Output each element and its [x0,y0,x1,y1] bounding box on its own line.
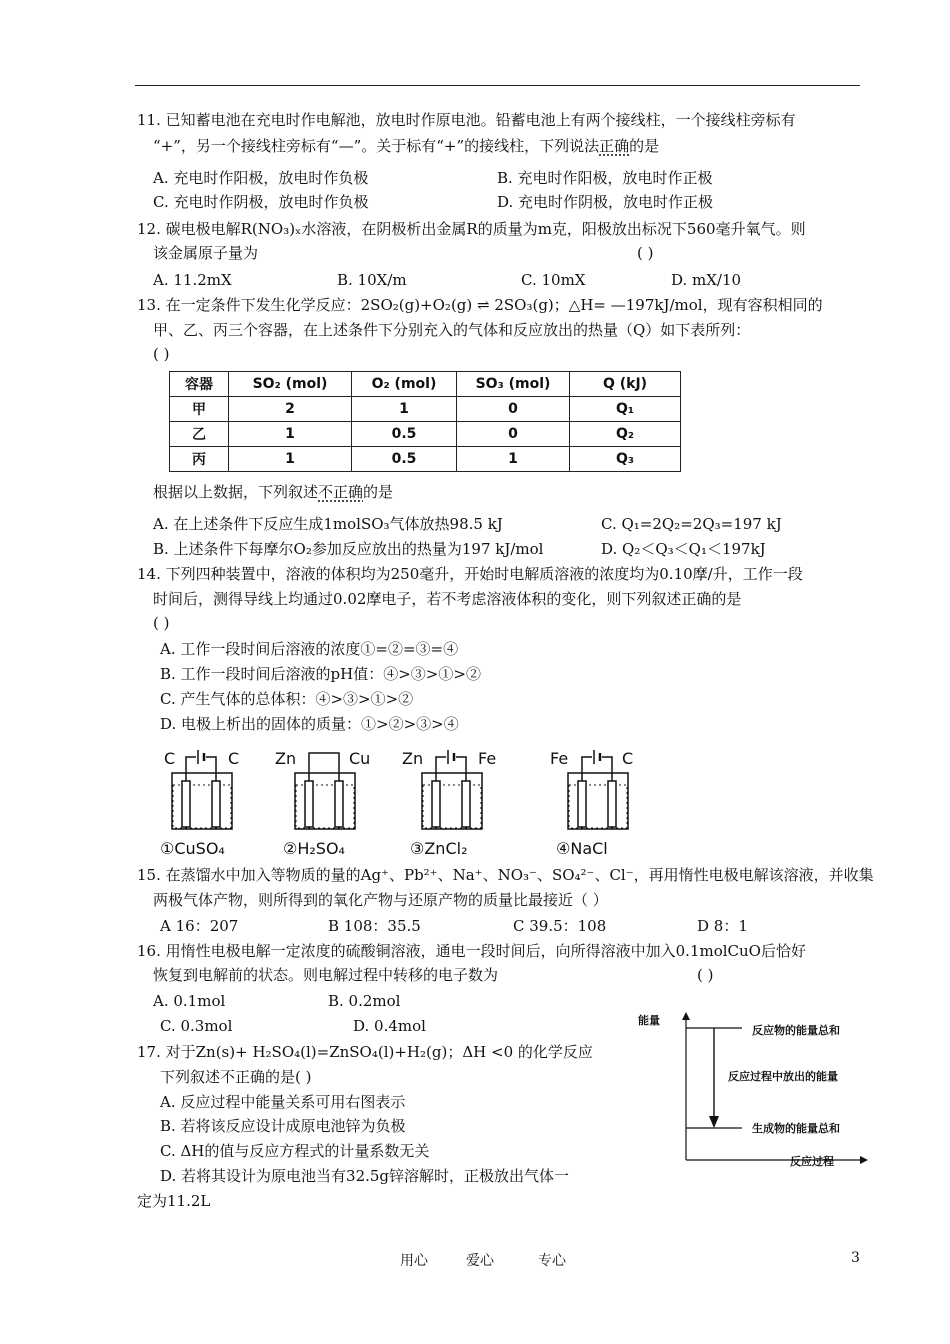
q13-option-d: D. Q₂＜Q₃＜Q₁＜197kJ [601,540,766,558]
footer-motto-2: 爱心 [466,1253,494,1269]
table-cell: 乙 [170,422,229,447]
q13-option-b: B. 上述条件下每摩尔O₂参加反应放出的热量为197 kJ/mol [153,540,544,558]
table-cell: 1 [352,397,457,422]
q17-option-b: B. 若将该反应设计成原电池锌为负极 [160,1117,406,1135]
left-electrode-label: Zn [402,749,424,768]
q15-stem-line1: 15. 在蒸馏水中加入等物质的量的Ag⁺、Pb²⁺、Na⁺、NO₃⁻、SO₄²⁻、Cl⁻，再用惰性电极电解该溶液，并收集 [137,866,874,884]
table-row [170,447,681,472]
q16-stem-line1: 16. 用惰性电极电解一定浓度的硫酸铜溶液，通电一段时间后，向所得溶液中加入0.1molCuO后恰好 [137,942,806,960]
solution-label: ④NaCl [556,839,608,858]
q12-answer-paren: ( ) [637,244,654,262]
q16-stem-line2: 恢复到电解前的状态。则电解过程中转移的电子数为 [153,966,499,984]
footer-motto-1: 用心 [400,1253,428,1269]
table-cell: 1 [229,422,352,447]
q11-option-c: C. 充电时作阴极，放电时作负极 [153,193,369,211]
right-electrode-label: C [228,749,240,768]
solution-label: ②H₂SO₄ [283,839,345,858]
table-cell: 甲 [170,397,229,422]
q17-stem-line2: 下列叙述不正确的是( ) [160,1068,312,1086]
page-number: 3 [851,1250,860,1266]
left-electrode-label: C [164,749,176,768]
table-cell: 0.5 [352,422,457,447]
electrolysis-cell-icon [160,745,250,840]
q11-option-a: A. 充电时作阳极，放电时作负极 [153,169,369,187]
table-row [170,422,681,447]
solution-label: ③ZnCl₂ [410,839,468,858]
table-header-cell: O₂ (mol) [352,372,457,397]
q13-stem-line1: 13. 在一定条件下发生化学反应：2SO₂(g)+O₂(g) ⇌ 2SO₃(g)；△H= —197kJ/mol，现有容积相同的 [137,296,823,314]
q14-option-b: B. 工作一段时间后溶液的pH值：④>③>①>② [160,665,481,683]
emphasis-mark: 正确 [599,137,630,155]
q17-option-c: C. ΔH的值与反应方程式的计量系数无关 [160,1142,430,1160]
table-header-cell: 容器 [170,372,229,397]
q14-stem-line2: 时间后，测得导线上均通过0.02摩电子，若不考虑溶液体积的变化，则下列叙述正确的是 [153,590,742,608]
q15-option-c: C 39.5：108 [513,917,607,935]
q12-option-d: D. mX/10 [671,271,742,289]
table-cell: Q₃ [570,447,681,472]
electrolysis-cell-icon [556,745,646,840]
right-electrode-label: C [622,749,634,768]
q16-answer-paren: ( ) [697,966,714,984]
q13-option-c: C. Q₁=2Q₂=2Q₃=197 kJ [601,515,782,533]
q14-option-a: A. 工作一段时间后溶液的浓度①=②=③=④ [160,640,459,658]
reactants-energy-label: 反应物的能量总和 [752,1024,840,1037]
q13-question: 根据以上数据，下列叙述不正确的是 [153,483,394,501]
table-cell: 0.5 [352,447,457,472]
electrolysis-cell-icon [410,745,500,840]
galvanic-cell-icon [283,745,373,840]
table-row [170,397,681,422]
q17-option-d-line2: 定为11.2L [137,1192,211,1210]
energy-diagram [630,1010,870,1175]
x-axis-label: 反应过程 [790,1155,834,1168]
table-cell: 丙 [170,447,229,472]
q13-data-table [169,371,681,472]
q12-option-b: B. 10X/m [337,271,407,289]
q16-option-a: A. 0.1mol [153,992,226,1010]
q16-option-d: D. 0.4mol [353,1017,426,1035]
q11-option-d: D. 充电时作阴极，放电时作正极 [497,193,714,211]
header-rule [135,85,860,86]
q16-option-b: B. 0.2mol [328,992,401,1010]
q17-option-a: A. 反应过程中能量关系可用右图表示 [160,1093,406,1111]
right-electrode-label: Fe [478,749,497,768]
q14-option-c: C. 产生气体的总体积：④>③>①>② [160,690,414,708]
table-header-cell: SO₃ (mol) [457,372,570,397]
q11-stem-line2: “+”，另一个接线柱旁标有“—”。关于标有“+”的接线柱，下列说法正确的是 [153,137,660,155]
released-energy-label: 反应过程中放出的能量 [728,1070,838,1083]
q14-option-d: D. 电极上析出的固体的质量：①>②>③>④ [160,715,459,733]
right-electrode-label: Cu [349,749,371,768]
q13-option-a: A. 在上述条件下反应生成1molSO₃气体放热98.5 kJ [153,515,503,533]
table-cell: 1 [229,447,352,472]
q13-answer-paren: ( ) [153,345,170,363]
q17-option-d-line1: D. 若将其设计为原电池当有32.5g锌溶解时，正极放出气体一 [160,1167,570,1185]
table-cell: 0 [457,422,570,447]
table-cell: 0 [457,397,570,422]
table-cell: 1 [457,447,570,472]
q11-option-b: B. 充电时作阳极，放电时作正极 [497,169,713,187]
table-header-cell: SO₂ (mol) [229,372,352,397]
footer-motto-3: 专心 [538,1253,566,1269]
left-electrode-label: Zn [275,749,297,768]
table-cell: Q₂ [570,422,681,447]
q12-stem-line1: 12. 碳电极电解R(NO₃)ₓ水溶液，在阴极析出金属R的质量为m克，阳极放出标况下560毫升氧气。则 [137,220,806,238]
table-header-row [170,372,681,397]
solution-label: ①CuSO₄ [160,839,225,858]
q12-option-a: A. 11.2mX [153,271,232,289]
q11-stem-line1: 11. 已知蓄电池在充电时作电解池，放电时作原电池。铅蓄电池上有两个接线柱，一个接线柱旁标有 [137,111,796,129]
q12-option-c: C. 10mX [521,271,586,289]
q15-stem-line2: 两极气体产物，则所得到的氧化产物与还原产物的质量比最接近（ ） [153,891,608,909]
q17-stem-line1: 17. 对于Zn(s)+ H₂SO₄(l)=ZnSO₄(l)+H₂(g)；ΔH <0 的化学反应 [137,1043,593,1061]
q14-stem-line1: 14. 下列四种装置中，溶液的体积均为250毫升，开始时电解质溶液的浓度均为0.10摩/升，工作一段 [137,565,803,583]
left-electrode-label: Fe [550,749,569,768]
q16-option-c: C. 0.3mol [160,1017,233,1035]
q12-stem-line2: 该金属原子量为 [153,244,259,262]
q13-stem-line2: 甲、乙、丙三个容器，在上述条件下分别充入的气体和反应放出的热量（Q）如下表所列： [153,321,751,339]
products-energy-label: 生成物的能量总和 [752,1122,840,1135]
y-axis-label: 能量 [638,1014,660,1027]
q15-option-b: B 108：35.5 [328,917,421,935]
q15-option-a: A 16：207 [160,917,239,935]
q15-option-d: D 8：1 [697,917,748,935]
q14-answer-paren: ( ) [153,614,170,632]
emphasis-mark: 不正确 [318,483,364,501]
table-header-cell: Q (kJ) [570,372,681,397]
table-cell: Q₁ [570,397,681,422]
table-cell: 2 [229,397,352,422]
